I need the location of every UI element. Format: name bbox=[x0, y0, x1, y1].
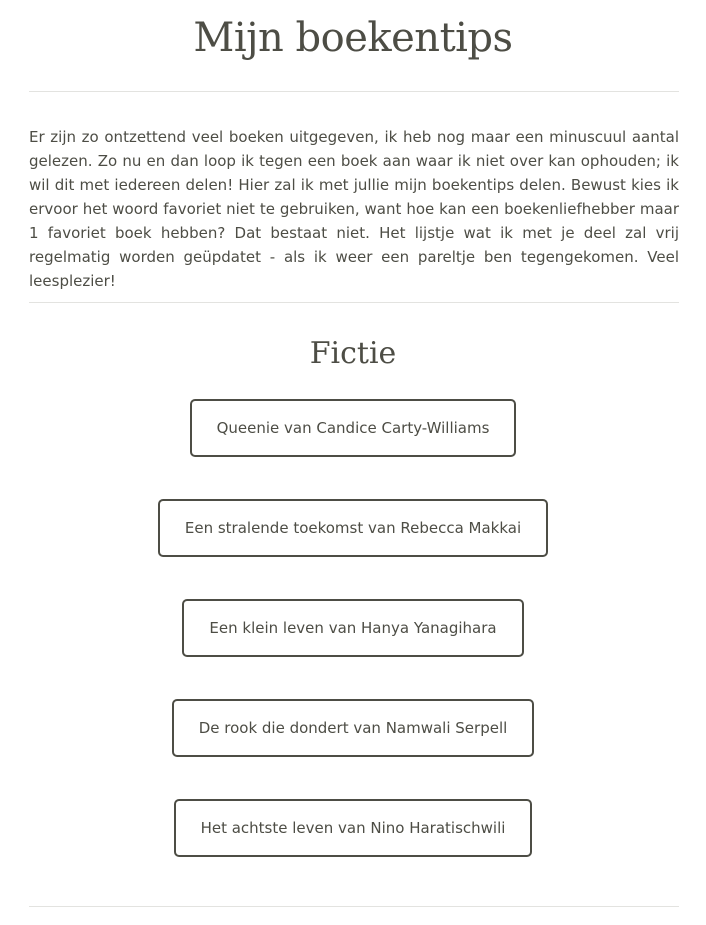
list-item bbox=[0, 599, 706, 699]
intro-paragraph: Er zijn zo ontzettend veel boeken uitgegeven, ik heb nog maar een minuscuul aantal gelezen. Zo nu en dan loop ik tegen een boek aan waar ik niet over kan ophouden; ik wil dit met iedereen delen! Hier zal ik met jullie mijn boekentips delen. Bewust kies ik ervoor het woord favoriet niet te gebruiken, want hoe kan een boekenliefhebber maar 1 favoriet boek hebben? Dat bestaat niet. Het lijstje wat ik met je deel zal vrij regelmatig worden geüpdatet - als ik weer een pareltje ben tegengekomen. Veel leesplezier! bbox=[29, 128, 679, 290]
divider-bottom bbox=[29, 906, 679, 907]
book-button-de-rook-die-dondert[interactable]: De rook die dondert van Namwali Serpell bbox=[172, 699, 535, 757]
list-item bbox=[0, 499, 706, 599]
book-button-het-achtste-leven[interactable]: Het achtste leven van Nino Haratischwili bbox=[174, 799, 533, 857]
book-button-queenie[interactable]: Queenie van Candice Carty-Williams bbox=[190, 399, 517, 457]
list-item bbox=[0, 799, 706, 899]
list-item bbox=[0, 399, 706, 499]
divider-middle bbox=[29, 302, 679, 303]
book-button-een-stralende-toekomst[interactable]: Een stralende toekomst van Rebecca Makkai bbox=[158, 499, 548, 557]
divider-top bbox=[29, 91, 679, 92]
section-title-fiction: Fictie bbox=[309, 336, 397, 371]
list-item bbox=[0, 699, 706, 799]
book-button-een-klein-leven[interactable]: Een klein leven van Hanya Yanagihara bbox=[182, 599, 523, 657]
fiction-book-list bbox=[0, 399, 706, 899]
page-title: Mijn boekentips bbox=[193, 15, 513, 61]
